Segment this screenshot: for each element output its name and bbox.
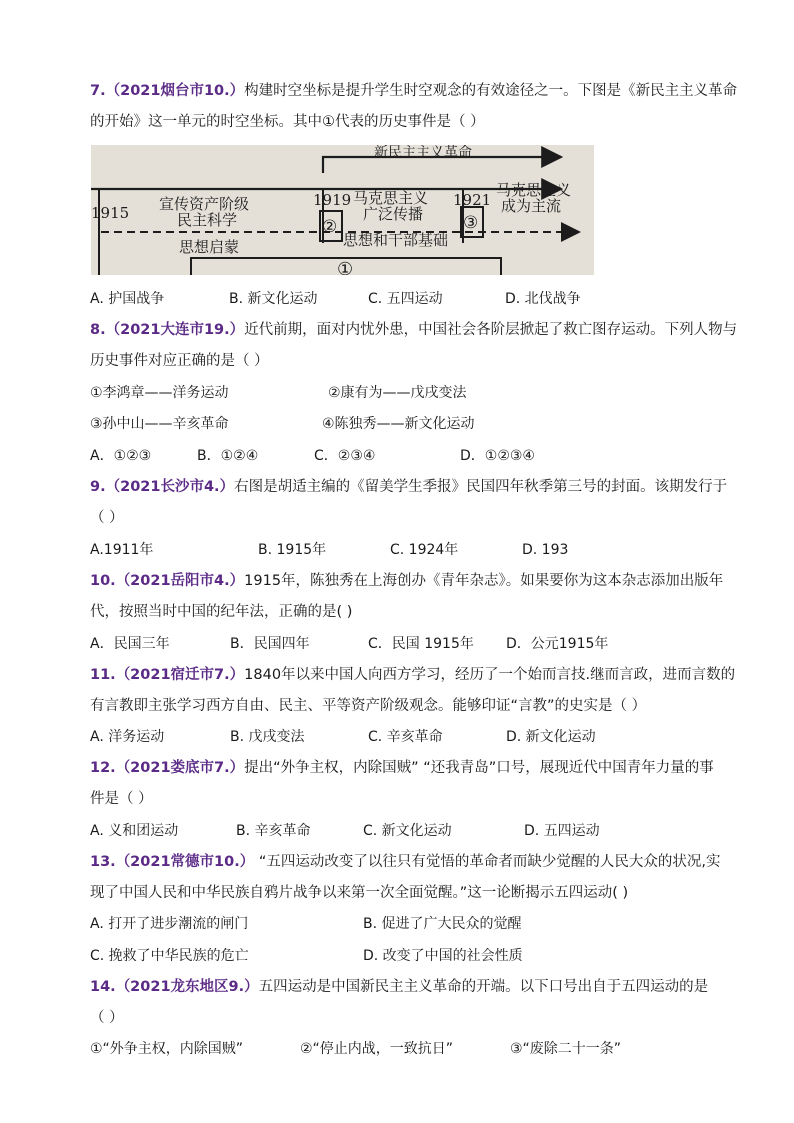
q8-item-2: ②康有为——戊戌变法 [328,385,467,401]
q13-option-c[interactable]: C. 挽救了中华民族的危亡 [90,948,249,964]
q7-text: 构建时空坐标是提升学生时空观念的有效途径之一。下图是《新民主主义革命 [244,83,738,99]
box-2-label: ② [322,217,338,237]
q7-number: 7. [90,83,106,99]
label-marxism-2: 马克思主义 [496,181,572,199]
q11-line1 [90,665,735,685]
q14-line1 [90,977,708,997]
q14-source: （2021龙东地区9.） [115,979,259,995]
q14-item-1: ①“外争主权，内除国贼” [90,1041,244,1057]
q11-option-d[interactable]: D. 新文化运动 [506,729,596,745]
label-foundation: 思想和干部基础 [343,231,449,249]
q7-option-a[interactable]: A. 护国战争 [90,291,165,307]
q13-source: （2021常德市10.） [115,854,255,870]
q9-option-b[interactable]: B. 1915年 [258,542,327,558]
q10-source: （2021岳阳市4.） [115,573,245,589]
year-1919: 1919 [313,191,352,209]
q13-text: “五四运动改变了以往只有觉悟的革命者而缺少觉醒的人民大众的状况,实 [254,854,721,870]
label-marxism-1: 马克思主义 [353,189,429,207]
q8-item-3: ③孙中山——辛亥革命 [90,416,229,432]
label-widespread: 广泛传播 [363,205,424,223]
q12-line2: 件是（ ） [90,791,153,807]
q10-option-a[interactable]: A．民国三年 [90,636,170,652]
q8-item-1: ①李鸿章——洋务运动 [90,385,229,401]
q14-text: 五四运动是中国新民主主义革命的开端。以下口号出自于五四运动的是 [258,979,709,995]
q7-option-b[interactable]: B. 新文化运动 [229,291,318,307]
label-democracy-science: 民主科学 [177,211,238,229]
q12-option-a[interactable]: A. 义和团运动 [90,823,179,839]
box-1-label: ① [337,259,354,275]
q12-source: （2021娄底市7.） [115,760,245,776]
q10-option-c[interactable]: C．民国 1915年 [368,636,474,652]
label-bourgeois-democracy: 宣传资产阶级 [159,195,250,213]
year-1921: 1921 [453,191,492,209]
q9-source: （2021长沙市4.） [105,479,235,495]
q7-line2: 的开始》这一单元的时空坐标。其中①代表的历史事件是（ ） [90,114,485,130]
q10-number: 10. [90,573,116,589]
q12-option-d[interactable]: D. 五四运动 [524,823,600,839]
q13-option-a[interactable]: A. 打开了进步潮流的闸门 [90,916,249,932]
label-mainstream: 成为主流 [501,197,562,215]
q14-item-3: ③“废除二十一条” [510,1041,622,1057]
q13-line1 [90,852,720,872]
q13-number: 13. [90,854,116,870]
box-3-label: ③ [463,213,479,233]
q7-option-d[interactable]: D. 北伐战争 [505,291,581,307]
q12-text: 提出“外争主权，内除国贼” “还我青岛”口号，展现近代中国青年力量的事 [244,760,714,776]
q8-option-b[interactable]: B．①②④ [197,448,259,464]
label-new-democratic-revolution: 新民主主义革命 [374,145,472,161]
q11-option-b[interactable]: B. 戊戌变法 [230,729,305,745]
q7-option-c[interactable]: C. 五四运动 [368,291,443,307]
q8-item-4: ④陈独秀——新文化运动 [322,416,475,432]
q9-line1 [90,477,727,497]
q9-number: 9. [90,479,106,495]
timeline-diagram [91,145,594,275]
q11-option-c[interactable]: C. 辛亥革命 [368,729,443,745]
q13-line2: 现了中国人民和中华民族自鸦片战争以来第一次全面觉醒。”这一论断揭示五四运动( ) [90,885,629,901]
q8-option-a[interactable]: A．①②③ [90,448,152,464]
q9-option-d[interactable]: D. 193 [522,542,569,558]
q13-option-d[interactable]: D. 改变了中国的社会性质 [363,948,523,964]
q11-source: （2021宿迁市7.） [115,667,245,683]
q9-option-c[interactable]: C. 1924年 [390,542,459,558]
q9-text: 右图是胡适主编的《留美学生季报》民国四年秋季第三号的封面。该期发行于 [234,479,728,495]
q8-text: 近代前期，面对内忧外患，中国社会各阶层掀起了救亡图存运动。下列人物与 [244,322,738,338]
q8-option-d[interactable]: D．①②③④ [460,448,535,464]
year-1915: 1915 [91,204,130,222]
q14-line2: （ ） [90,1010,124,1026]
q14-number: 14. [90,979,116,995]
q12-line1 [90,758,714,778]
q13-option-b[interactable]: B. 促进了广大民众的觉醒 [363,916,522,932]
q10-option-d[interactable]: D．公元1915年 [506,636,609,652]
q11-text: 1840年以来中国人向西方学习，经历了一个始而言技.继而言政，进而言数的 [244,667,736,683]
q14-item-2: ②“停止内战，一致抗日” [300,1041,454,1057]
q12-option-c[interactable]: C. 新文化运动 [363,823,452,839]
q7-source: （2021烟台市10.） [105,83,245,99]
q10-line1 [90,571,723,591]
q8-option-c[interactable]: C．②③④ [314,448,376,464]
q8-source: （2021大连市19.） [105,322,245,338]
q10-option-b[interactable]: B．民国四年 [230,636,310,652]
q12-option-b[interactable]: B. 辛亥革命 [236,823,311,839]
q7-line1 [90,81,737,101]
q11-number: 11. [90,667,116,683]
q8-line2: 历史事件对应正确的是（ ） [90,353,269,369]
q8-line1 [90,320,737,340]
timeline-figure [91,145,594,275]
q9-line2: （ ） [90,510,124,526]
q11-line2: 有言教即主张学习西方自由、民主、平等资产阶级观念。能够印证“言教”的史实是（ ） [90,698,647,714]
q10-line2: 代，按照当时中国的纪年法，正确的是( ) [90,604,353,620]
q9-option-a[interactable]: A.1911年 [90,542,154,558]
label-enlightenment: 思想启蒙 [179,238,240,256]
q12-number: 12. [90,760,116,776]
q11-option-a[interactable]: A. 洋务运动 [90,729,165,745]
q10-text: 1915年，陈独秀在上海创办《青年杂志》。如果要你为这本杂志添加出版年 [244,573,724,589]
q8-number: 8. [90,322,106,338]
